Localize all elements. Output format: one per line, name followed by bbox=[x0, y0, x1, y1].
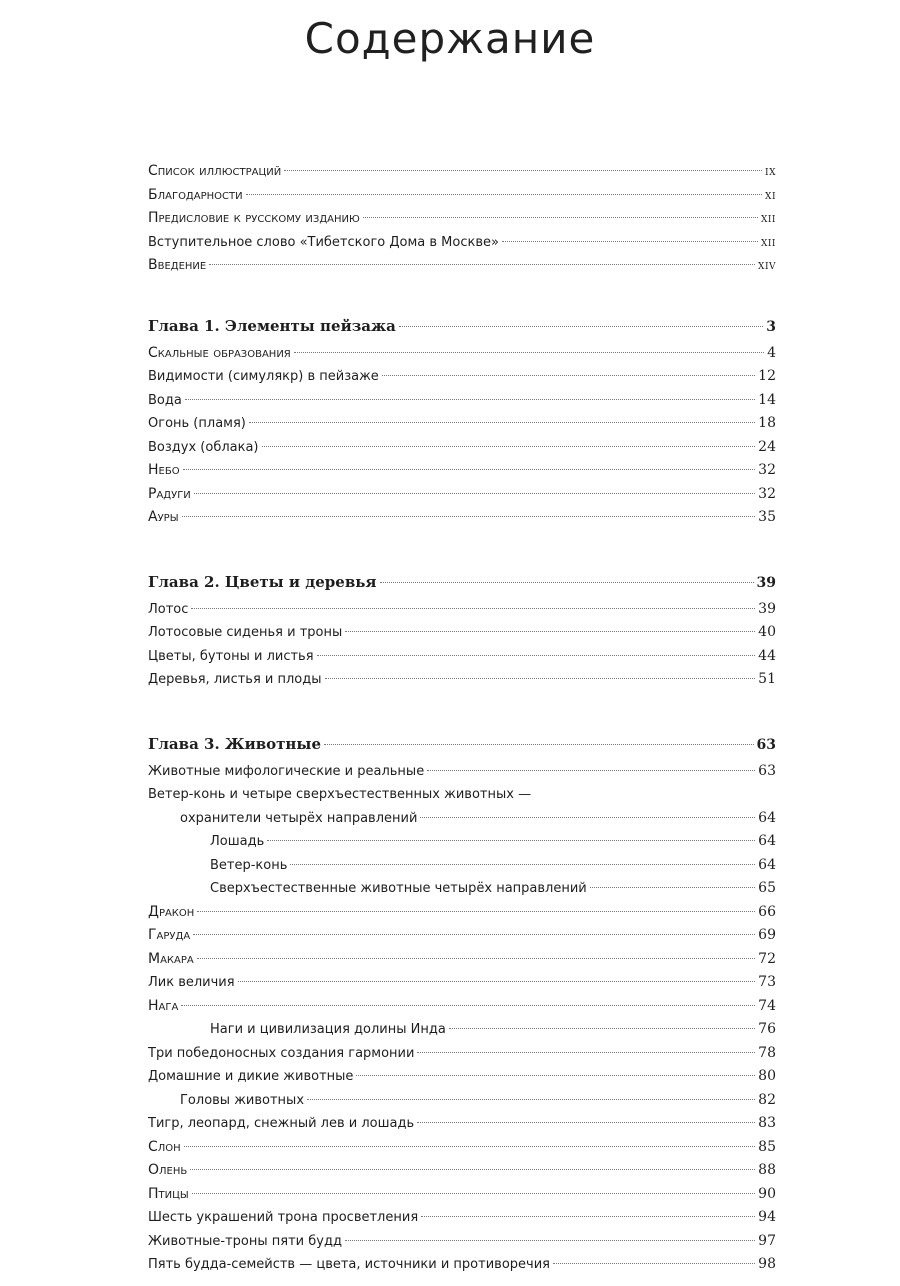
toc-subentry[interactable] bbox=[148, 830, 776, 854]
leader-dots bbox=[421, 1216, 755, 1217]
leader-dots bbox=[590, 887, 755, 888]
toc-entry[interactable] bbox=[148, 1159, 776, 1183]
table-of-contents bbox=[148, 160, 776, 1277]
leader-dots bbox=[209, 264, 755, 265]
leader-dots bbox=[502, 241, 758, 242]
toc-entry-label: Небо bbox=[148, 462, 180, 478]
leader-dots bbox=[399, 326, 763, 327]
leader-dots bbox=[197, 958, 755, 959]
toc-entry-label: Олень bbox=[148, 1162, 188, 1178]
toc-subentry[interactable] bbox=[148, 1018, 776, 1042]
toc-entry-label: Вода bbox=[148, 392, 182, 408]
toc-entry[interactable] bbox=[148, 412, 776, 436]
toc-entry-page: 72 bbox=[758, 950, 776, 967]
toc-entry-page: 4 bbox=[767, 344, 776, 361]
toc-entry-page: 51 bbox=[758, 671, 776, 687]
toc-entry[interactable] bbox=[148, 924, 776, 948]
toc-entry-label: Тигр, леопард, снежный лев и лошадь bbox=[148, 1116, 415, 1131]
leader-dots bbox=[356, 1075, 755, 1076]
toc-entry[interactable] bbox=[148, 365, 776, 389]
toc-entry-label: Радуги bbox=[148, 485, 191, 502]
chapter-title: Глава 1. Элементы пейзажа bbox=[148, 316, 396, 335]
toc-entry-page: xii bbox=[760, 234, 776, 250]
leader-dots bbox=[417, 1052, 755, 1053]
toc-entry-label: Сверхъестественные животные четырёх направлений bbox=[210, 881, 587, 896]
toc-entry-label: Цветы, бутоны и листья bbox=[148, 648, 314, 664]
leader-dots bbox=[182, 516, 756, 517]
toc-entry-page: 40 bbox=[758, 624, 776, 640]
page-title: Содержание bbox=[304, 14, 596, 63]
toc-entry-page: 69 bbox=[758, 927, 776, 943]
toc-entry-label: охранители четырёх направлений bbox=[180, 810, 418, 826]
toc-entry-page: 83 bbox=[758, 1115, 776, 1131]
toc-entry-page: 32 bbox=[758, 485, 776, 502]
toc-entry-label: Благодарности bbox=[148, 186, 243, 203]
toc-entry-page: 24 bbox=[758, 438, 776, 455]
leader-dots bbox=[317, 655, 756, 656]
toc-entry[interactable] bbox=[148, 436, 776, 460]
toc-entry[interactable] bbox=[148, 668, 776, 692]
leader-dots bbox=[284, 170, 762, 171]
toc-entry-label: Лик величия bbox=[148, 975, 235, 990]
toc-entry[interactable] bbox=[148, 807, 776, 831]
toc-entry-label: Скальные образования bbox=[148, 344, 291, 361]
toc-entry-label: Лотосовые сиденья и троны bbox=[148, 625, 343, 640]
toc-entry-label: Вступительное слово «Тибетского Дома в Москве» bbox=[148, 234, 499, 250]
toc-entry-page: 94 bbox=[758, 1209, 776, 1225]
leader-dots bbox=[290, 864, 755, 865]
toc-entry-label: Нага bbox=[148, 997, 179, 1014]
toc-entry[interactable] bbox=[148, 621, 776, 645]
toc-entry-page: 64 bbox=[758, 856, 776, 873]
toc-entry-page: 73 bbox=[758, 974, 776, 990]
toc-chapter-2[interactable] bbox=[148, 568, 776, 596]
toc-entry[interactable] bbox=[148, 1042, 776, 1066]
toc-entry-label: Лотос bbox=[148, 601, 189, 617]
chapter-1-section bbox=[148, 312, 776, 530]
leader-dots bbox=[380, 582, 754, 583]
toc-entry-page: 82 bbox=[758, 1091, 776, 1108]
toc-entry[interactable] bbox=[148, 506, 776, 530]
toc-entry-label: Птицы bbox=[148, 1185, 189, 1202]
toc-entry-page: 18 bbox=[758, 415, 776, 431]
toc-entry-label: Животные мифологические и реальные bbox=[148, 763, 425, 779]
toc-entry[interactable] bbox=[148, 1065, 776, 1089]
toc-entry[interactable] bbox=[148, 389, 776, 413]
leader-dots bbox=[181, 1005, 755, 1006]
front-matter-section bbox=[148, 160, 776, 278]
leader-dots bbox=[193, 934, 755, 935]
toc-entry-label: Пять будда-семейств — цвета, источники и противоречия bbox=[148, 1257, 550, 1272]
toc-entry-page: 65 bbox=[758, 880, 776, 896]
toc-entry-label: Головы животных bbox=[180, 1092, 305, 1108]
toc-entry-page: 78 bbox=[758, 1044, 776, 1061]
leader-dots bbox=[307, 1099, 755, 1100]
toc-entry[interactable] bbox=[148, 760, 776, 784]
leader-dots bbox=[249, 422, 755, 423]
leader-dots bbox=[262, 446, 756, 447]
toc-entry-label: Ветер-конь bbox=[210, 857, 288, 873]
toc-entry[interactable] bbox=[148, 948, 776, 972]
toc-entry-page: 88 bbox=[758, 1162, 776, 1178]
toc-entry-label: Три победоносных создания гармонии bbox=[148, 1045, 415, 1061]
toc-entry-page: 85 bbox=[758, 1138, 776, 1155]
toc-entry-label: Ветер-конь и четыре сверхъестественных животных — bbox=[148, 787, 532, 802]
toc-entry-label: Видимости (симулякр) в пейзаже bbox=[148, 369, 379, 384]
leader-dots bbox=[246, 194, 762, 195]
toc-subentry[interactable] bbox=[148, 877, 776, 901]
toc-entry[interactable] bbox=[148, 901, 776, 925]
toc-entry-label: Лошадь bbox=[210, 834, 265, 849]
toc-subentry[interactable] bbox=[148, 1089, 776, 1113]
toc-entry-page: ix bbox=[765, 164, 776, 179]
toc-entry[interactable] bbox=[148, 645, 776, 669]
toc-entry-page: 90 bbox=[758, 1185, 776, 1202]
toc-entry-page: 64 bbox=[758, 833, 776, 849]
chapter-title: Глава 2. Цветы и деревья bbox=[148, 572, 377, 591]
toc-entry-foreword[interactable] bbox=[148, 231, 776, 255]
toc-entry[interactable] bbox=[148, 971, 776, 995]
toc-entry[interactable] bbox=[148, 598, 776, 622]
toc-entry-label: Домашние и дикие животные bbox=[148, 1069, 354, 1084]
toc-entry-acknowledgements[interactable] bbox=[148, 184, 776, 208]
leader-dots bbox=[427, 770, 755, 771]
toc-entry-page: 76 bbox=[758, 1021, 776, 1037]
leader-dots bbox=[197, 911, 755, 912]
toc-entry-page: 64 bbox=[758, 809, 776, 826]
chapter-3-section bbox=[148, 730, 776, 1277]
toc-entry-page: xiv bbox=[758, 258, 776, 273]
toc-chapter-3[interactable] bbox=[148, 730, 776, 758]
chapter-page: 3 bbox=[766, 318, 776, 335]
toc-entry-label: Предисловие к русскому изданию bbox=[148, 210, 360, 226]
toc-entry[interactable] bbox=[148, 459, 776, 483]
leader-dots bbox=[449, 1028, 755, 1029]
toc-chapter-1[interactable] bbox=[148, 312, 776, 340]
toc-subentry[interactable] bbox=[148, 854, 776, 878]
toc-entry-page: 39 bbox=[758, 600, 776, 617]
toc-entry-label: Дракон bbox=[148, 903, 195, 920]
toc-entry-label: Шесть украшений трона просветления bbox=[148, 1210, 419, 1225]
chapter-title: Глава 3. Животные bbox=[148, 734, 321, 753]
leader-dots bbox=[382, 375, 755, 376]
toc-entry[interactable] bbox=[148, 1183, 776, 1207]
toc-entry-page: 63 bbox=[758, 762, 776, 779]
chapter-page: 63 bbox=[756, 736, 776, 753]
toc-entry-label: Огонь (пламя) bbox=[148, 416, 246, 431]
toc-entry-page: 74 bbox=[758, 997, 776, 1014]
toc-entry-page: xi bbox=[765, 187, 776, 203]
toc-entry-introduction[interactable] bbox=[148, 254, 776, 278]
leader-dots bbox=[183, 469, 756, 470]
leader-dots bbox=[324, 744, 754, 745]
leader-dots bbox=[345, 1240, 755, 1241]
toc-entry-page: xii bbox=[760, 211, 776, 226]
toc-entry-label: Макара bbox=[148, 950, 194, 967]
toc-entry[interactable] bbox=[148, 1112, 776, 1136]
toc-entry-page: 14 bbox=[758, 391, 776, 408]
leader-dots bbox=[294, 352, 764, 353]
toc-entry[interactable] bbox=[148, 1136, 776, 1160]
leader-dots bbox=[363, 217, 758, 218]
leader-dots bbox=[325, 678, 756, 679]
toc-entry[interactable] bbox=[148, 483, 776, 507]
leader-dots bbox=[185, 399, 755, 400]
toc-entry[interactable] bbox=[148, 1253, 776, 1277]
leader-dots bbox=[191, 608, 755, 609]
chapter-page: 39 bbox=[756, 574, 776, 591]
toc-entry-page: 80 bbox=[758, 1068, 776, 1084]
toc-entry-label: Слон bbox=[148, 1138, 181, 1155]
toc-entry-page: 12 bbox=[758, 368, 776, 384]
toc-entry-label: Список иллюстраций bbox=[148, 163, 282, 179]
toc-entry-page: 97 bbox=[758, 1232, 776, 1249]
toc-entry-label: Наги и цивилизация долины Инда bbox=[210, 1022, 446, 1037]
chapter-2-section bbox=[148, 568, 776, 692]
toc-entry-illustrations[interactable] bbox=[148, 160, 776, 184]
toc-entry[interactable] bbox=[148, 1206, 776, 1230]
toc-entry-label: Введение bbox=[148, 257, 207, 273]
leader-dots bbox=[192, 1193, 755, 1194]
toc-entry-preface-russian[interactable] bbox=[148, 207, 776, 231]
leader-dots bbox=[417, 1122, 755, 1123]
leader-dots bbox=[194, 493, 755, 494]
toc-entry-label: Животные-троны пяти будд bbox=[148, 1233, 342, 1249]
toc-entry[interactable] bbox=[148, 342, 776, 366]
leader-dots bbox=[345, 631, 755, 632]
leader-dots bbox=[190, 1169, 755, 1170]
toc-entry-wrapped[interactable] bbox=[148, 783, 776, 807]
leader-dots bbox=[238, 981, 756, 982]
toc-entry-page: 98 bbox=[758, 1256, 776, 1272]
toc-entry[interactable] bbox=[148, 995, 776, 1019]
toc-entry-label: Ауры bbox=[148, 509, 179, 525]
leader-dots bbox=[184, 1146, 755, 1147]
toc-entry-page: 35 bbox=[758, 509, 776, 525]
toc-entry-page: 32 bbox=[758, 462, 776, 478]
toc-entry[interactable] bbox=[148, 1230, 776, 1254]
leader-dots bbox=[267, 840, 755, 841]
toc-entry-label: Воздух (облака) bbox=[148, 439, 259, 455]
toc-entry-label: Гаруда bbox=[148, 927, 191, 943]
toc-entry-page: 44 bbox=[758, 647, 776, 664]
toc-entry-label: Деревья, листья и плоды bbox=[148, 672, 322, 687]
toc-entry-page: 66 bbox=[758, 903, 776, 920]
leader-dots bbox=[553, 1263, 755, 1264]
leader-dots bbox=[420, 817, 755, 818]
